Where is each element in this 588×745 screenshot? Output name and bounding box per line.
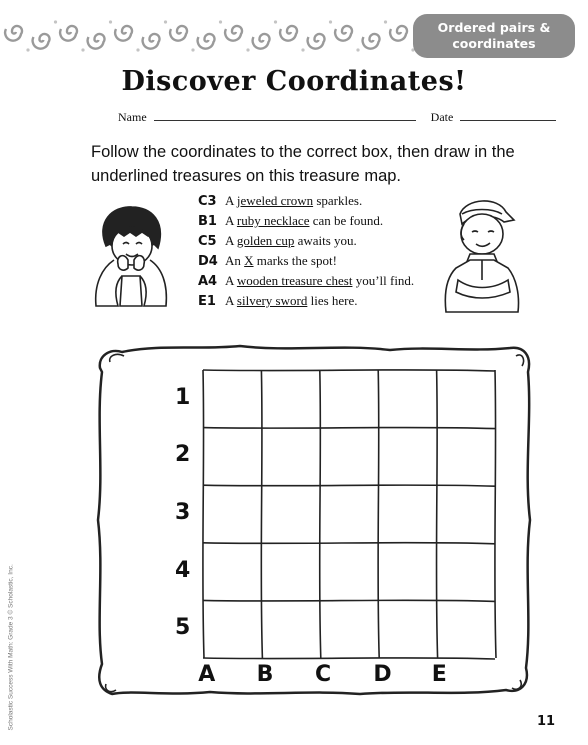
- clue-text-after: lies here.: [307, 293, 358, 308]
- clue-text-after: you’ll find.: [352, 273, 415, 288]
- scroll-map-border: [98, 346, 530, 694]
- name-label: Name: [118, 110, 147, 124]
- clue-text-before: A: [225, 193, 237, 208]
- clue-code: E1: [198, 294, 216, 309]
- grid-row-label: 2: [175, 442, 191, 468]
- page-title: Discover Coordinates!: [121, 66, 467, 97]
- grid-row-label: 5: [175, 615, 191, 641]
- clue-code: A4: [198, 274, 218, 289]
- date-label: Date: [430, 110, 454, 124]
- clue-treasure: golden cup: [236, 233, 295, 248]
- clue-text-after: awaits you.: [294, 233, 357, 248]
- grid-row-label: 1: [175, 384, 191, 410]
- grid-row-line: [203, 370, 495, 371]
- clue-text-before: A: [225, 233, 237, 248]
- grid-column-label: A: [198, 662, 216, 687]
- grid-column-line: [436, 370, 437, 658]
- clue-code: C3: [198, 194, 217, 209]
- clue-treasure: jeweled crown: [236, 193, 314, 208]
- grid-column-label: B: [256, 662, 274, 687]
- grid-column-line: [495, 370, 496, 658]
- grid-column-line: [378, 370, 379, 658]
- clue-treasure: wooden treasure chest: [236, 273, 353, 288]
- clue-treasure: X: [244, 253, 254, 268]
- clue-text-before: A: [225, 213, 237, 228]
- grid-row-line: [203, 485, 495, 486]
- topic-tag-label: Ordered pairs & coordinates: [437, 20, 551, 51]
- clue-code: C5: [198, 234, 217, 249]
- grid-column-line: [320, 370, 321, 658]
- grid-row-line: [203, 427, 495, 428]
- clue-treasure: ruby necklace: [236, 213, 310, 228]
- grid-row-line: [203, 658, 495, 659]
- grid-column-line: [261, 370, 262, 658]
- clue-treasure: silvery sword: [236, 293, 308, 308]
- grid-row-line: [203, 543, 495, 544]
- clue-text-before: A: [225, 293, 237, 308]
- clue-text-after: can be found.: [309, 213, 384, 228]
- grid-column-line: [203, 370, 204, 658]
- grid-row-label: 4: [175, 557, 191, 583]
- grid-column-label: C: [315, 662, 332, 687]
- grid-row-label: 3: [175, 500, 191, 525]
- clue-code: B1: [198, 214, 217, 229]
- grid-column-label: E: [431, 662, 447, 687]
- clue-text-before: A: [225, 273, 237, 288]
- clue-text-after: marks the spot!: [253, 253, 337, 268]
- page-number: 11: [537, 714, 556, 729]
- clue-text-after: sparkles.: [313, 193, 363, 208]
- coordinate-grid: [203, 370, 496, 659]
- grid-column-label: D: [373, 662, 392, 687]
- clue-code: D4: [198, 254, 218, 269]
- instructions: Follow the coordinates to the correct box, then draw in the underlined treasures on this treasure map.: [91, 143, 515, 185]
- clue-text-before: An: [225, 253, 245, 268]
- credit-line: Scholastic Success With Math: Grade 3 © Scholastic, Inc.: [7, 564, 15, 731]
- grid-row-line: [203, 600, 495, 601]
